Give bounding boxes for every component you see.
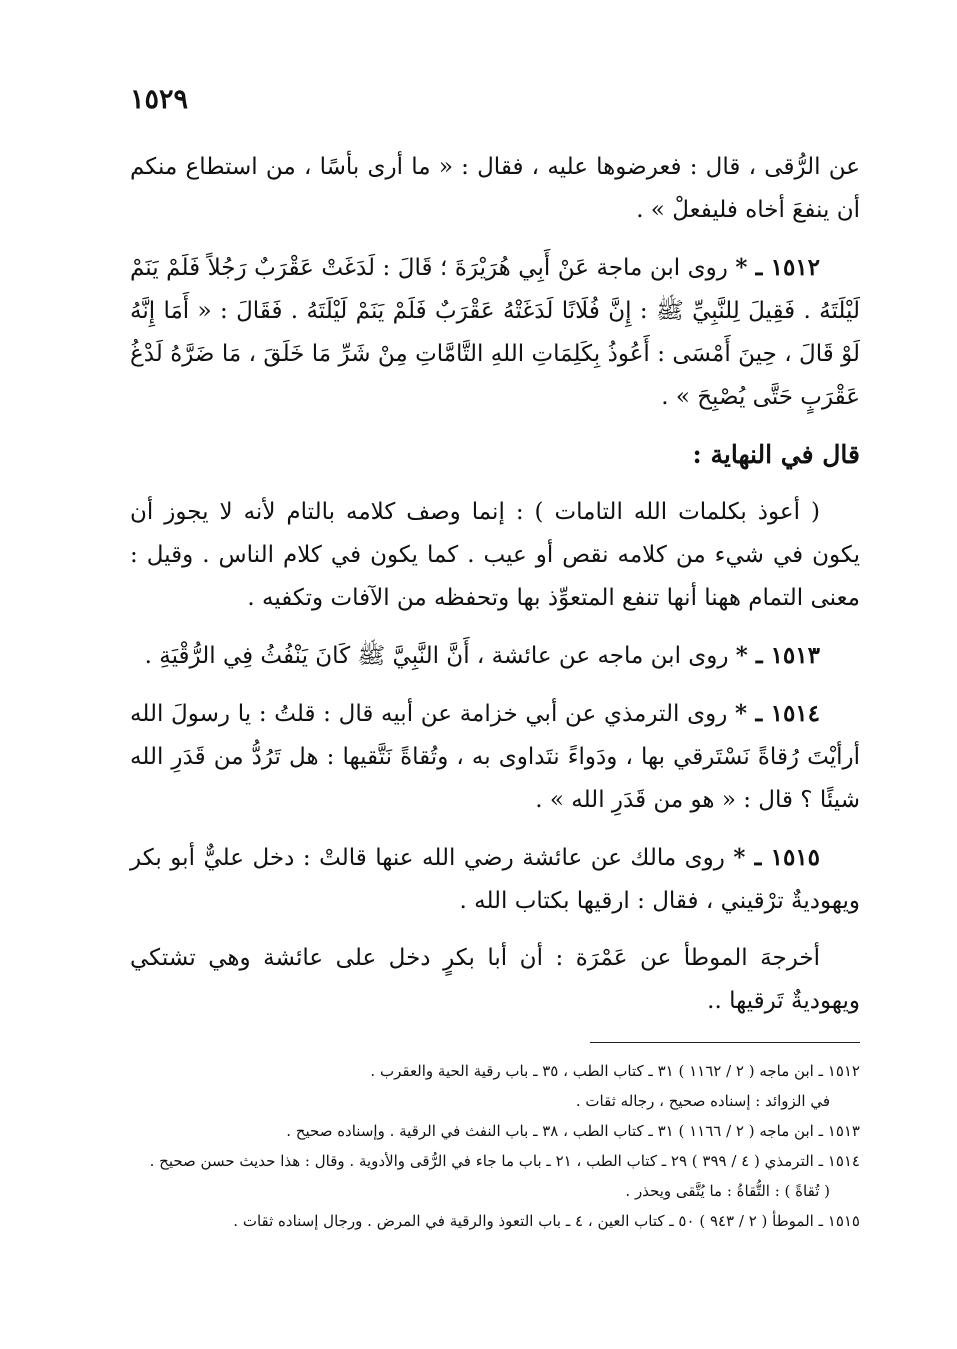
commentary-paragraph (130, 491, 860, 620)
footnote-1513: ١٥١٣ ـ ابن ماجه ( ٢ / ١١٦٦ ) ٣١ ـ كتاب الطب ، ٣٨ ـ باب النفث في الرقية . وإسناده صحيح . (286, 1122, 860, 1140)
hadith-number: ١٥١٥ ـ * (733, 844, 821, 871)
hadith-number: ١٥١٣ ـ * (735, 642, 820, 669)
hadith-1514 (130, 692, 860, 822)
paragraph-text: عن الرُّقى ، قال : فعرضوها عليه ، فقال : « ما أرى بأسًا ، من استطاع منكم أن ينفعَ أخاه فليفعلْ » . (130, 154, 860, 223)
page-number: ١٥٢٩ (130, 84, 189, 115)
hadith-number: ١٥١٢ ـ * (735, 254, 821, 281)
footnotes (130, 1042, 860, 1236)
hadith-text: روى ابن ماجة عَنْ أَبِي هُرَيْرَةَ ؛ قَالَ : لَدَغَتْ عَقْرَبٌ رَجُلاً فَلَمْ يَنَمْ لَيْلَتَهُ . فَقِيلَ لِلنَّبِيِّ ﷺ : إِنَّ فُلَانًا لَدَغَتْهُ عَقْرَبٌ فَلَمْ يَنَمْ لَيْلَتَهُ . فَقَالَ : « أَمَا إِنَّهُ لَوْ قَالَ ، حِينَ أَمْسَى : أَعُوذُ بِكَلِمَاتِ اللهِ التَّامَّاتِ مِنْ شَرِّ مَا خَلَقَ ، مَا ضَرَّهُ لَدْغُ عَقْرَبٍ حَتَّى يُصْبِحَ » . (130, 255, 860, 410)
hadith-text: روى مالك عن عائشة رضي الله عنها قالتْ : دخل عليٌّ أبو بكر ويهوديةٌ ترْقيني ، فقال : ارقيها بكتاب الله . (130, 845, 860, 914)
hadith-1512 (130, 246, 860, 419)
paragraph-muwatta (130, 937, 860, 1023)
footnote-1514-note: ( تُقاةً ) : التُّقاةُ : ما يُتَّقى ويحذر . (625, 1182, 830, 1200)
footnote-1515: ١٥١٥ ـ الموطأ ( ٢ / ٩٤٣ ) ٥٠ ـ كتاب العين ، ٤ ـ باب التعوذ والرقية في المرض . ورجال إسناده ثقات . (233, 1212, 860, 1230)
hadith-number: ١٥١٤ ـ * (735, 700, 821, 727)
section-heading: قال في النهاية : (692, 440, 860, 469)
paragraph-text: أخرجهَ الموطأ عن عَمْرَة : أن أبا بكرٍ دخل على عائشة وهي تشتكي ويهوديةٌ تَرقيها .. (130, 945, 860, 1014)
paragraph-text: ( أعوذ بكلمات الله التامات ) : إنما وصف كلامه بالتام لأنه لا يجوز أن يكون في شيء من كلامه نقص أو عيب . كما يكون في كلام الناس . وقيل : معنى التمام ههنا أنها تنفع المتعوِّذ بها وتحفظه من الآفات وتكفيه . (130, 499, 860, 611)
footnote-1514: ١٥١٤ ـ الترمذي ( ٤ / ٣٩٩ ) ٢٩ ـ كتاب الطب ، ٢١ ـ باب ما جاء في الرُّقى والأدوية . وقال : هذا حديث حسن صحيح . (149, 1152, 860, 1170)
hadith-text: روى ابن ماجه عن عائشة ، أَنَّ النَّبِيَّ ﷺ كَانَ يَنْفُثُ فِي الرُّقْيَةِ . (144, 643, 729, 669)
footnote-1512-note: في الزوائد : إسناده صحيح ، رجاله ثقات . (575, 1092, 830, 1110)
main-text (130, 146, 860, 1037)
hadith-1515 (130, 836, 860, 923)
hadith-1513 (130, 634, 860, 678)
footnote-1512: ١٥١٢ ـ ابن ماجه ( ٢ / ١١٦٢ ) ٣١ ـ كتاب الطب ، ٣٥ ـ باب رقية الحية والعقرب . (370, 1062, 860, 1080)
hadith-text: روى الترمذي عن أبي خزامة عن أبيه قال : قلتُ : يا رسولَ الله أرأيْتَ رُقاةً نَسْتَرقي بها ، ودَواءً نتَداوى به ، وتُقاةً نَتَّقيها : هل تَرُدُّ من قَدَرِ الله شيئًا ؟ قال : « هو من قَدَرِ الله » . (130, 701, 860, 813)
paragraph-continuation (130, 146, 860, 232)
